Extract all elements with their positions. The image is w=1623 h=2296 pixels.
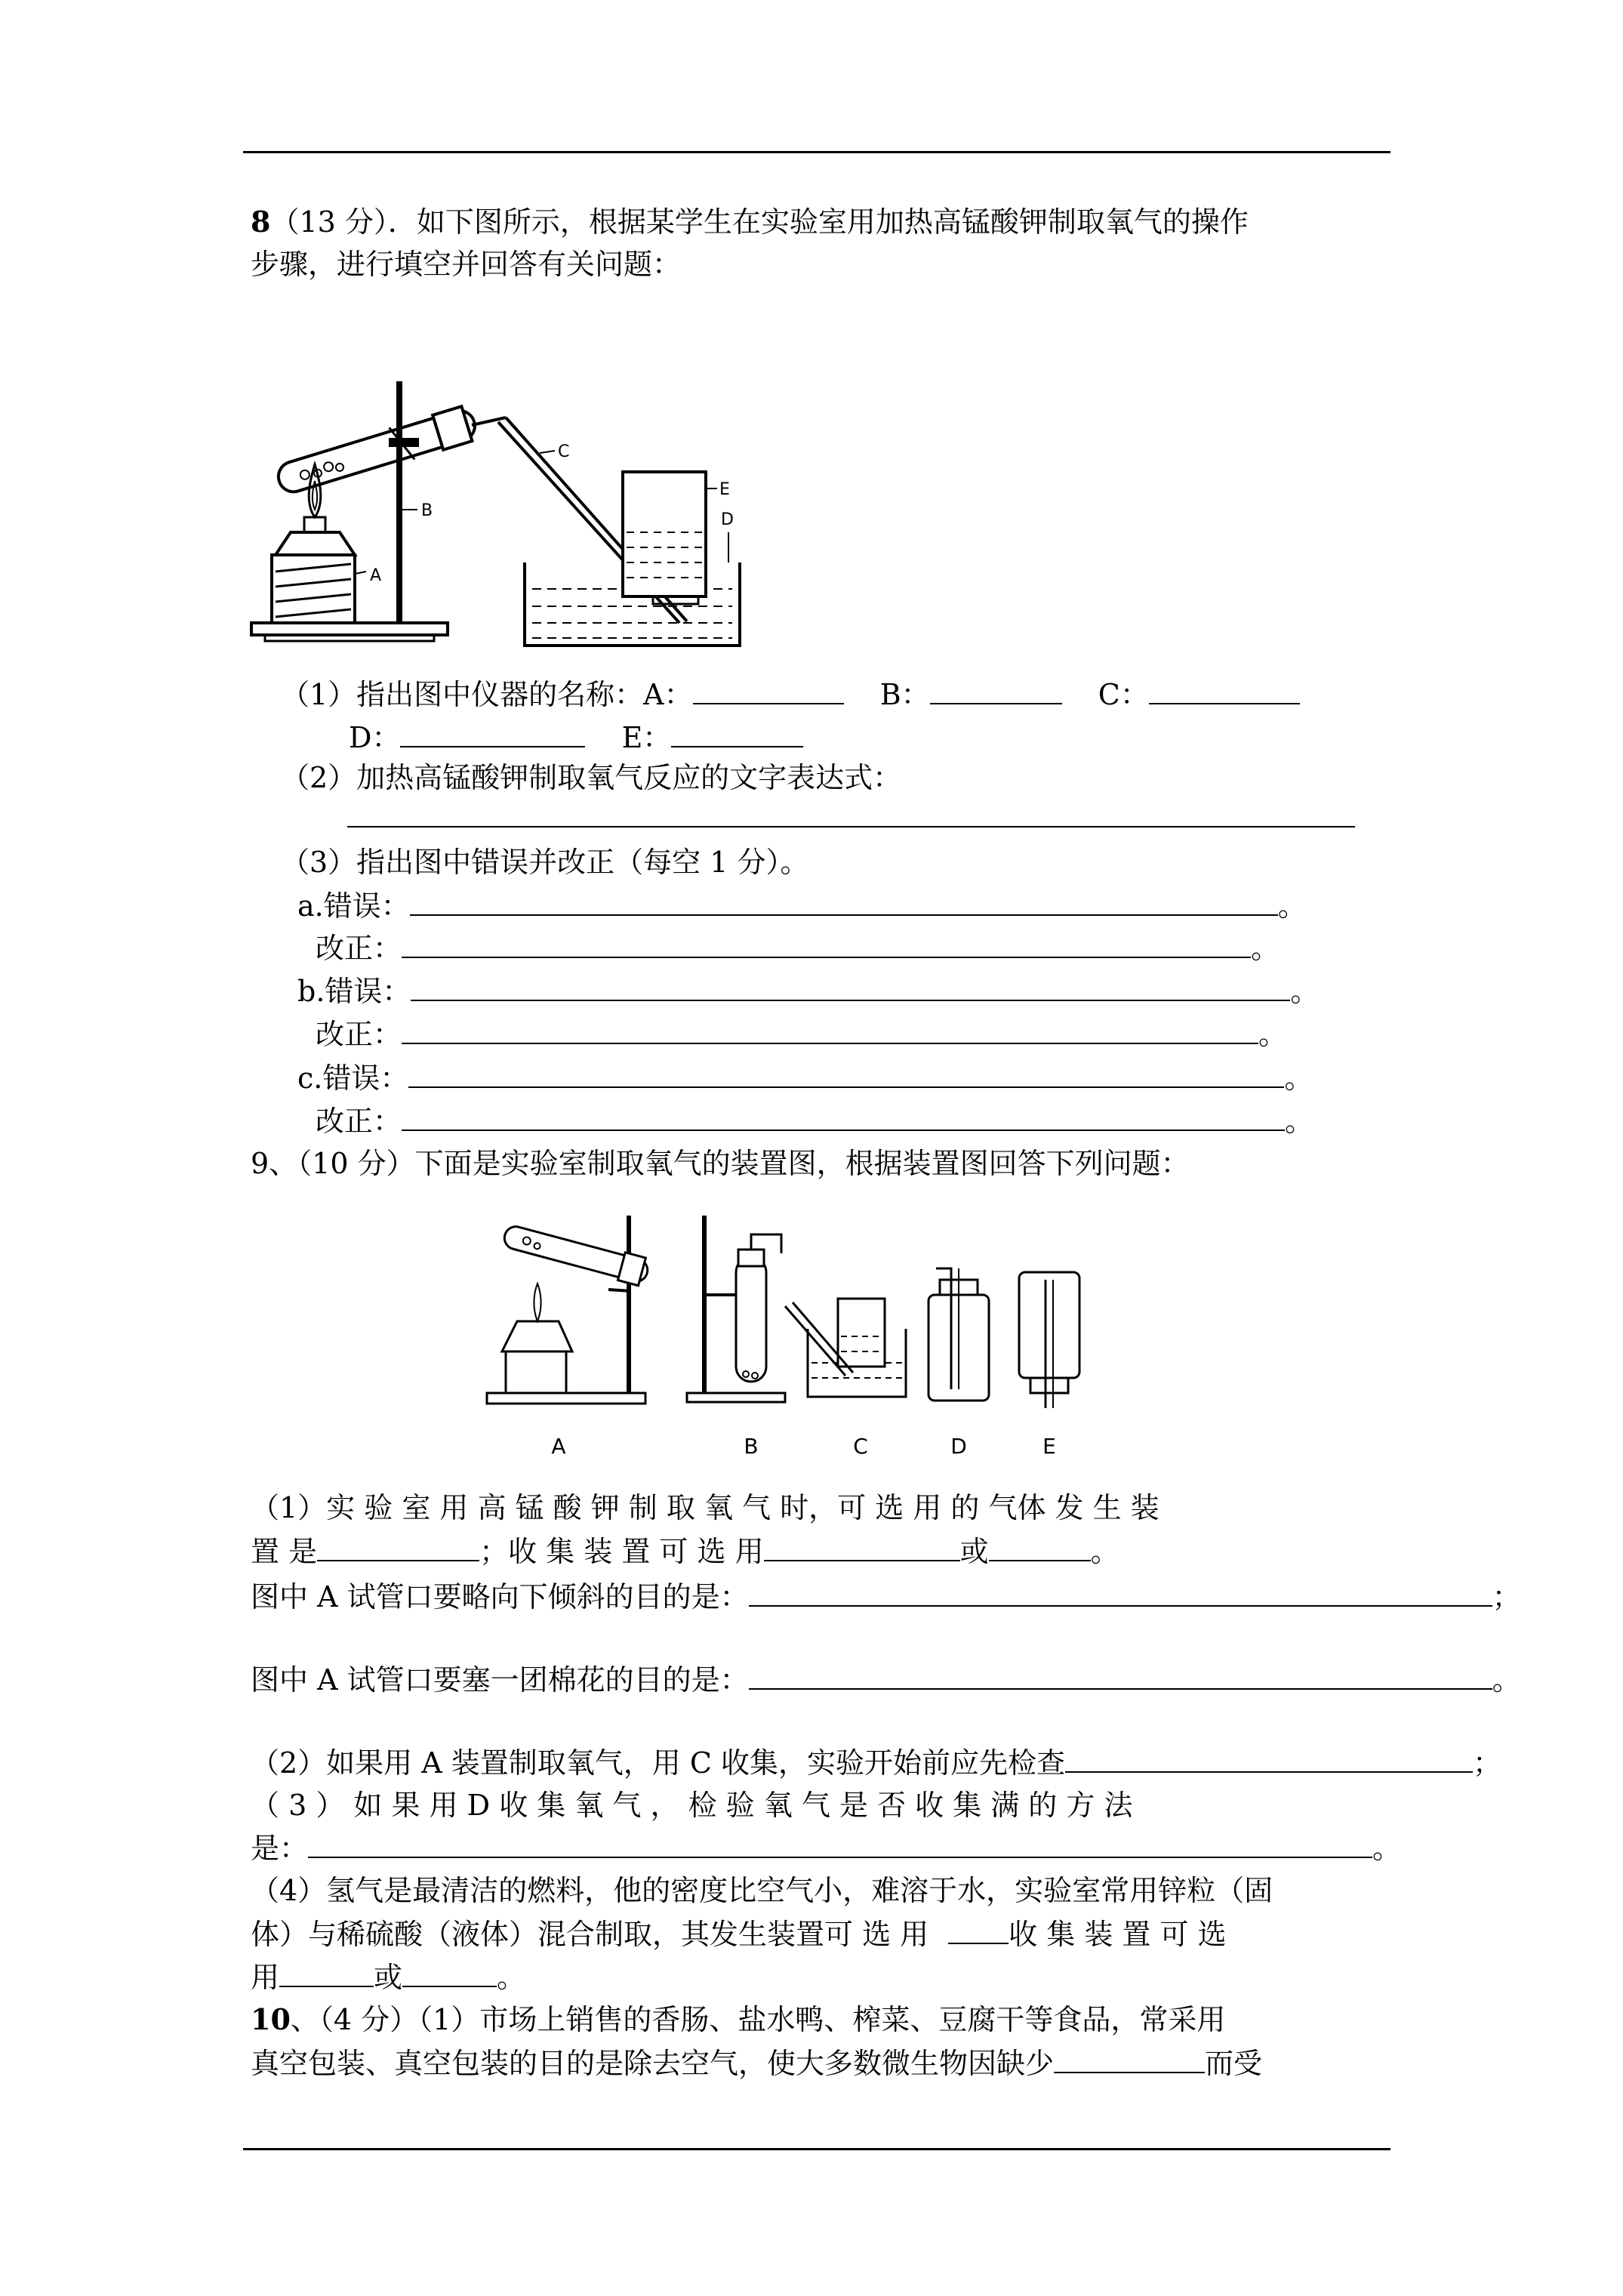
q8-b-fix-end: 。 [1258,1018,1288,1051]
q9-part1-b2: ；收 集 装 置 可 选 用 [479,1535,764,1568]
blank-b-error[interactable] [411,972,1290,1001]
q8-c-error [297,1059,1313,1096]
blank-e-name[interactable] [671,719,803,747]
q10-number: 10 [251,2002,291,2036]
blank-lack[interactable] [1054,2045,1205,2073]
q9-label-e: E [1042,1434,1056,1459]
q9-part3-line2 [251,1829,1401,1866]
q8-part1-e: E： [621,721,672,754]
q9-part3-line1: （ 3 ） 如 果 用 D 收 集 氧 气 ， 检 验 氧 气 是 否 收 集 满 的 方 法 [251,1789,1133,1822]
blank-collector-1[interactable] [764,1533,960,1561]
blank-b-fix[interactable] [402,1015,1258,1044]
q8-b-error-end: 。 [1290,975,1320,1008]
blank-cotton[interactable] [749,1661,1492,1690]
q8-label-d: D [721,510,734,529]
q8-a-error-end: 。 [1277,889,1307,923]
blank-d-name[interactable] [400,719,585,747]
q8-label-b: B [421,501,433,520]
q8-heading-text: （13 分）．如下图所示，根据某学生在实验室用加热高锰酸钾制取氧气的操作 [270,205,1249,239]
q8-apparatus-figure [245,291,766,653]
q9-cotton-end: 。 [1492,1663,1521,1697]
blank-c-fix[interactable] [402,1102,1285,1131]
q8-a-fix [316,929,1280,966]
q9-label-a: A [551,1434,566,1459]
q10-line2 [251,2045,1262,2082]
q9-part4-b2: 收 集 装 置 可 选 [1009,1918,1227,1951]
q9-part2 [251,1744,1501,1781]
q9-part4-c2: 或 [374,1961,403,1994]
q8-a-fix-end: 。 [1251,932,1280,965]
blank-equation [347,799,1355,827]
q8-b-error [297,972,1319,1009]
bottom-rule [243,2148,1390,2150]
q10-heading-text: 、（4 分）（1）市场上销售的香肠、盐水鸭、榨菜、豆腐干等食品，常采用 [290,2003,1226,2036]
q8-b-fix-label: 改正： [316,1018,402,1051]
q8-part1-b: B： [879,678,930,711]
q8-c-fix [316,1102,1313,1139]
q9-part2-text: （2）如果用 A 装置制取氧气，用 C 收集，实验开始前应先检查 [251,1746,1066,1780]
q9-label-c: C [853,1434,868,1459]
q9-heading: 9、（10 分）下面是实验室制取氧气的装置图，根据装置图回答下列问题： [251,1147,1190,1180]
q9-tilt-question [251,1578,1521,1615]
q9-part1-b1: 置 是 [251,1535,318,1568]
q9-part1-b4: 。 [1090,1535,1119,1568]
q9-label-b: B [744,1434,759,1459]
q8-b-fix [316,1015,1287,1052]
q8-a-fix-label: 改正： [316,932,402,965]
q8-part3: （3）指出图中错误并改正（每空 1 分）。 [281,846,809,879]
q8-part1-c: C： [1098,678,1149,711]
q9-label-d: D [950,1434,967,1459]
q9-cotton-text: 图中 A 试管口要塞一团棉花的目的是： [251,1663,749,1697]
q10-heading [251,2002,1225,2038]
q8-heading [251,204,1249,240]
blank-h2-collector-2[interactable] [402,1959,497,1987]
q8-c-fix-end: 。 [1285,1105,1314,1138]
q9-tilt-end: ； [1492,1580,1521,1613]
q9-apparatus-figure [483,1208,1193,1465]
blank-h2-collector-1[interactable] [279,1959,374,1987]
q9-part2-end: ； [1473,1746,1502,1780]
q9-part4-line2 [251,1915,1227,1952]
blank-a-fix[interactable] [402,929,1251,958]
q8-c-error-label: c.错误： [297,1062,409,1095]
q9-part4-line3 [251,1959,525,1996]
q10-line2-text: 真空包装、真空包装的目的是除去空气，使大多数微生物因缺少 [251,2047,1055,2080]
q8-part2-answer-line[interactable] [347,799,1355,836]
q9-part1-line1: （1）实 验 室 用 高 锰 酸 钾 制 取 氧 气 时，可 选 用 的 气体 发 生 装 [251,1491,1160,1524]
q8-a-error [297,887,1307,924]
q8-a-error-label: a.错误： [297,889,410,923]
q8-b-error-label: b.错误： [297,975,411,1008]
q8-label-c: C [558,442,570,461]
q9-cotton-question [251,1661,1521,1698]
q8-part2: （2）加热高锰酸钾制取氧气反应的文字表达式： [281,761,902,794]
q9-part4-b1: 体）与稀硫酸（液体）混合制取，其发生装置可 选 用 [251,1918,929,1951]
blank-a-name[interactable] [693,676,844,704]
q9-part3-end: 。 [1372,1832,1402,1865]
q8-label-a: A [370,566,382,585]
q9-part4-c3: 。 [497,1961,526,1994]
blank-c-name[interactable] [1149,676,1300,704]
q8-part1-line2 [349,719,803,756]
q8-number: 8 [251,205,271,239]
top-rule [243,151,1390,153]
q8-heading-line2: 步骤，进行填空并回答有关问题： [251,248,682,281]
q8-c-error-end: 。 [1284,1062,1313,1095]
q8-part1-d: D： [349,721,401,754]
q10-line2-end: 而受 [1205,2047,1263,2080]
blank-c-error[interactable] [408,1059,1284,1088]
q8-part1-line1 [281,676,1300,713]
blank-tilt[interactable] [749,1578,1492,1607]
blank-collector-2[interactable] [989,1533,1091,1561]
q9-part4-c1: 用 [251,1961,280,1994]
q9-part1-b3: 或 [959,1535,989,1568]
q8-c-fix-label: 改正： [316,1105,402,1138]
q8-part1-intro: （1）指出图中仪器的名称：A： [281,678,693,711]
q9-part4-line1: （4）氢气是最清洁的燃料，他的密度比空气小，难溶于水，实验室常用锌粒（固 [251,1874,1273,1907]
q9-part3-b: 是： [251,1832,309,1865]
q9-part1-line2 [251,1533,1119,1570]
blank-a-error[interactable] [410,887,1278,916]
q9-tilt-text: 图中 A 试管口要略向下倾斜的目的是： [251,1580,749,1613]
q8-label-e: E [719,480,730,499]
blank-generator[interactable] [317,1533,479,1561]
blank-b-name[interactable] [930,676,1062,704]
blank-h2-generator[interactable] [948,1915,1009,1944]
blank-check-full[interactable] [308,1829,1372,1858]
blank-check[interactable] [1065,1744,1473,1773]
